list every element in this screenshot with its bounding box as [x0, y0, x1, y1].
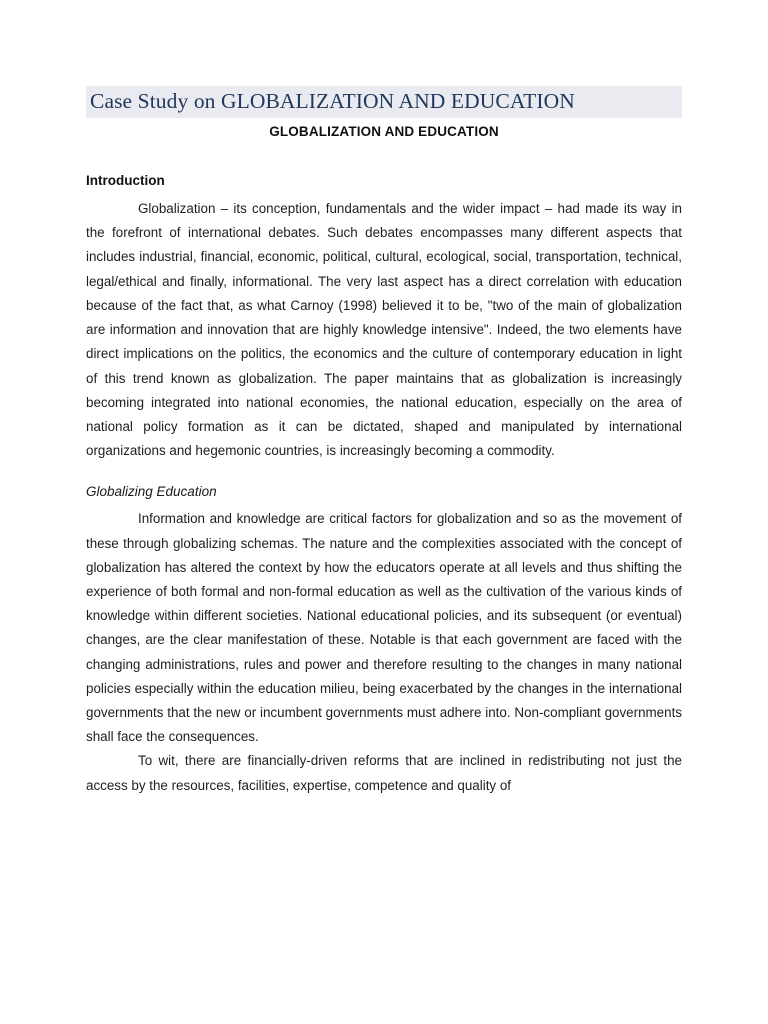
spacer	[86, 188, 682, 197]
spacer	[86, 499, 682, 507]
document-subtitle: GLOBALIZATION AND EDUCATION	[269, 124, 499, 140]
section-heading-introduction: Introduction	[86, 173, 165, 189]
paragraph-globalizing-education-1: Information and knowledge are critical factors for globalization and so as the movement of these through globalizing schemas. The nature and the complexities associated with the concept of globalization has altered the context by how the educators operate at all levels and thus shifting the experience of both formal and non-formal education as well as the cultivation of the various kinds of knowledge within different societies. National educational policies, and its subsequent (or eventual) changes, are the clear manifestation of these. Notable is that each government are faced with the changing administrations, rules and power and therefore resulting to the changes in many national policies especially within the education milieu, being exacerbated by the changes in the international governments that the new or incumbent governments must adhere into. Non-compliant governments shall face the consequences.	[86, 511, 682, 745]
paragraph-introduction-1: Globalization – its conception, fundamentals and the wider impact – had made its way in the forefront of international debates. Such debates encompasses many different aspects that includes industrial, financial, economic, political, cultural, ecological, social, transportation, technical, legal/ethical and finally, informational. The very last aspect has a direct correlation with education because of the fact that, as what Carnoy (1998) believed it to be, "two of the main of globalization are information and innovation that are highly knowledge intensive". Indeed, the two elements have direct implications on the politics, the economics and the culture of contemporary education in light of this trend known as globalization. The paper maintains that as globalization is increasingly becoming integrated into national economies, the national education, especially on the area of national policy formation as it can be dictated, shaped and manipulated by international organizations and hegemonic countries, is increasingly becoming a commodity.	[86, 201, 682, 459]
document-content	[86, 86, 682, 798]
document-title-band	[86, 86, 682, 118]
paragraph-globalizing-education-2: To wit, there are financially-driven reforms that are inclined in redistributing not just the access by the resources, facilities, expertise, competence and quality of	[86, 753, 682, 793]
page-title: Case Study on GLOBALIZATION AND EDUCATION	[90, 89, 575, 113]
spacer	[86, 463, 682, 484]
section-heading-globalizing-education: Globalizing Education	[86, 484, 217, 500]
